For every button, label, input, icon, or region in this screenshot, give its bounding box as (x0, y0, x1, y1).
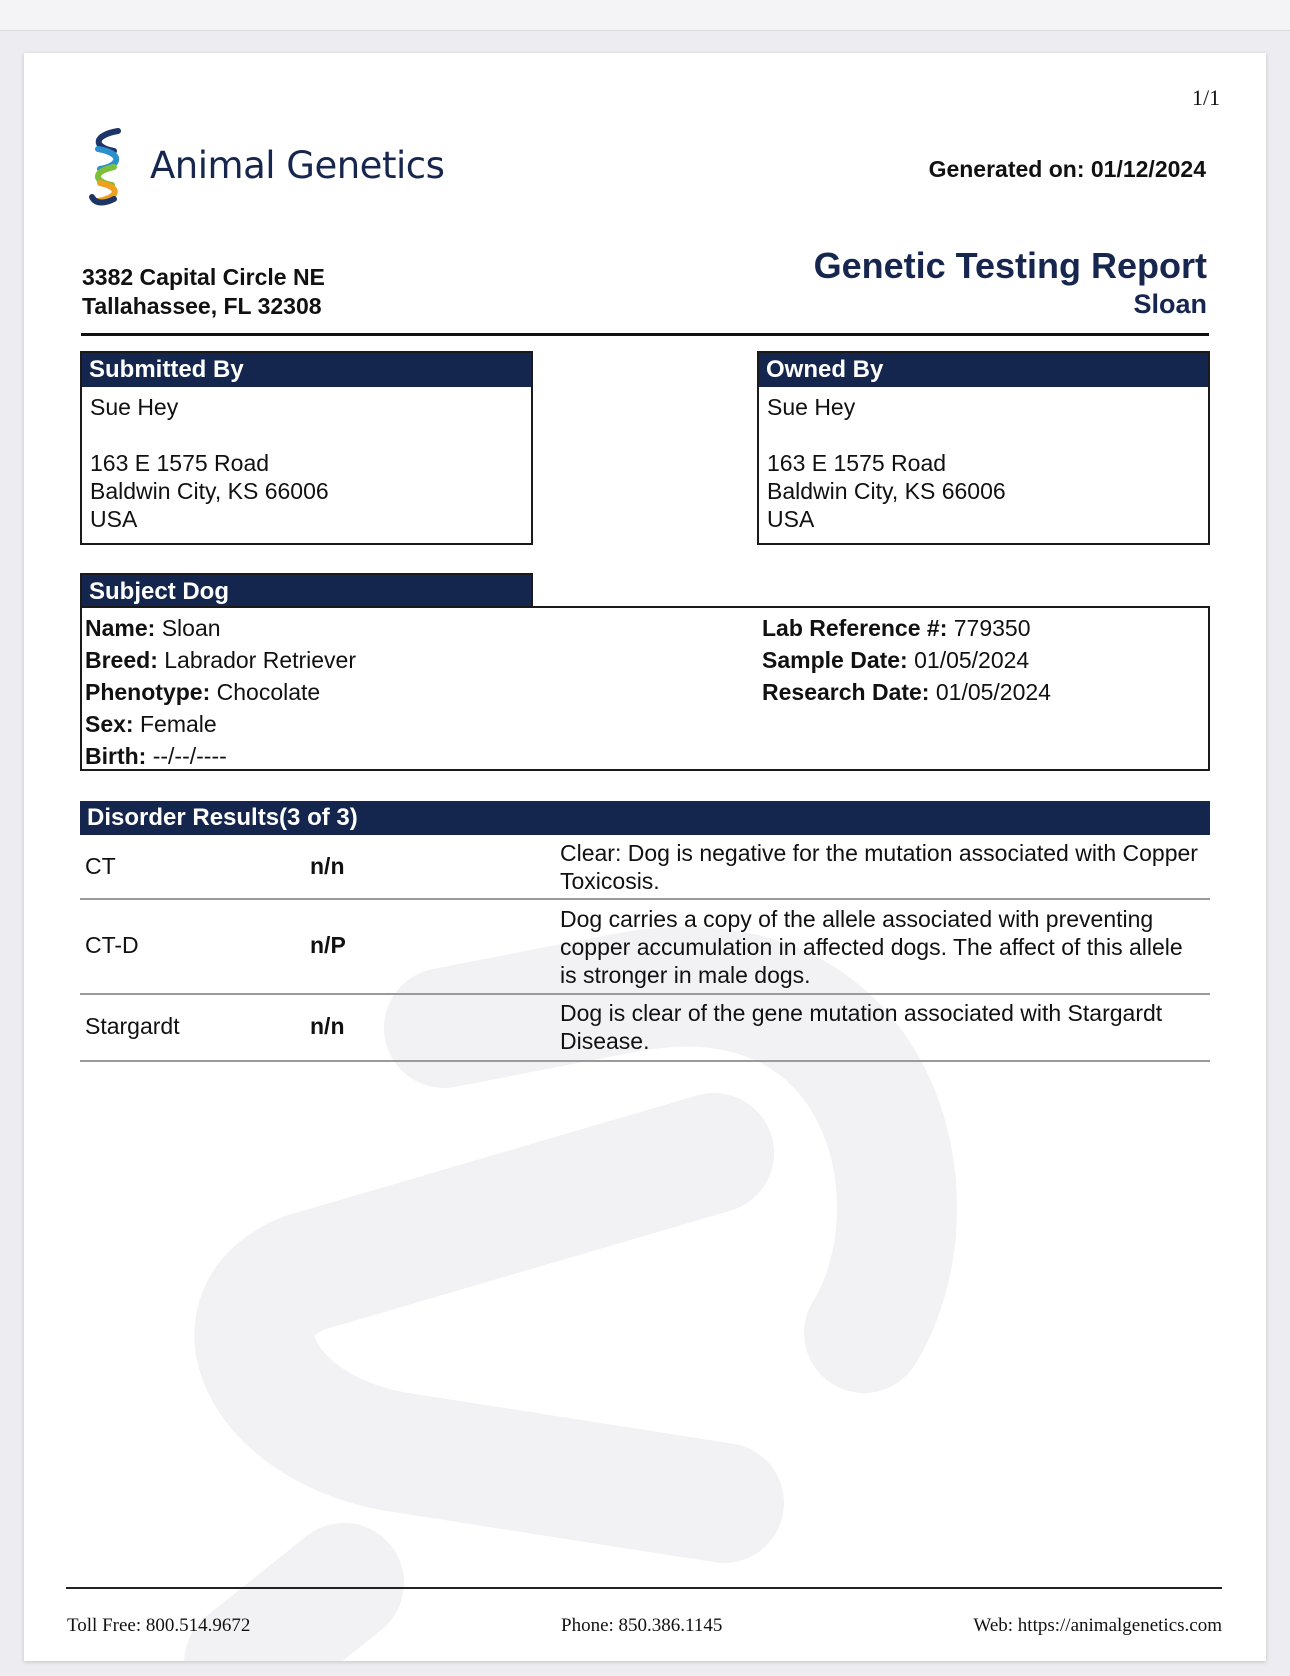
dna-helix-logo-icon (84, 125, 132, 207)
lab-details (762, 612, 1051, 708)
submitted-by-city: Baldwin City, KS 66006 (90, 478, 329, 504)
disorder-results-table (80, 835, 1210, 1062)
disorder-results-heading: Disorder Results(3 of 3) (80, 801, 1210, 835)
disorder-code: Stargardt (85, 1013, 180, 1039)
submitted-by-name: Sue Hey (90, 394, 179, 420)
owned-by-city: Baldwin City, KS 66006 (767, 478, 1006, 504)
disorder-genotype: n/n (310, 853, 345, 879)
footer-divider (66, 1587, 1222, 1589)
submitted-by-box (80, 351, 533, 545)
report-subject-name: Sloan (1133, 289, 1207, 319)
submitted-by-country: USA (90, 506, 138, 532)
owned-by-box (757, 351, 1210, 545)
disorder-description: Dog carries a copy of the allele associated with preventing copper accumulation in affected dogs. The affect of this allele is stronger in male dogs. (560, 906, 1183, 988)
subject-dog-box (80, 606, 1210, 771)
dog-phenotype: Chocolate (216, 679, 321, 705)
owned-by-heading: Owned By (759, 353, 1208, 387)
generated-date (929, 156, 1206, 183)
dog-phenotype-row: Phenotype: Chocolate (85, 679, 321, 705)
owned-by-name: Sue Hey (767, 394, 856, 420)
sample-date: 01/05/2024 (914, 647, 1030, 673)
lab-ref-row: Lab Reference #: 779350 (762, 615, 1031, 641)
subject-dog-header (80, 573, 533, 608)
report-title: Genetic Testing Report (813, 245, 1207, 286)
dog-name-row: Name: Sloan (85, 615, 221, 641)
footer-web: Web: https://animalgenetics.com (973, 1615, 1222, 1636)
owned-by-country: USA (767, 506, 815, 532)
footer-toll-free: Toll Free: 800.514.9672 (67, 1615, 251, 1636)
lab-address (82, 263, 325, 321)
lab-address-line2: Tallahassee, FL 32308 (82, 293, 322, 319)
table-row (80, 835, 1210, 900)
dog-name: Sloan (161, 615, 221, 641)
generated-label: Generated on: (928, 156, 1085, 182)
submitted-by-street: 163 E 1575 Road (90, 450, 270, 476)
dog-birth: --/--/---- (152, 743, 227, 769)
disorder-description: Clear: Dog is negative for the mutation associated with Copper Toxicosis. (560, 840, 1198, 894)
viewer-toolbar (0, 0, 1290, 31)
sample-date-row: Sample Date: 01/05/2024 (762, 647, 1030, 673)
generated-value: 01/12/2024 (1090, 156, 1206, 182)
table-row (80, 900, 1210, 995)
disorder-description: Dog is clear of the gene mutation associated with Stargardt Disease. (560, 1000, 1163, 1054)
owned-by-street: 163 E 1575 Road (767, 450, 947, 476)
dog-sex-row: Sex: Female (85, 711, 217, 737)
research-date-row: Research Date: 01/05/2024 (762, 679, 1051, 705)
subject-dog-details (85, 612, 356, 772)
lab-address-line1: 3382 Capital Circle NE (82, 264, 325, 290)
disorder-code: CT-D (85, 932, 139, 958)
subject-dog-heading: Subject Dog (82, 575, 531, 608)
page-number: 1/1 (1192, 85, 1221, 110)
dog-birth-row: Birth: --/--/---- (85, 743, 227, 769)
dog-breed-row: Breed: Labrador Retriever (85, 647, 357, 673)
disorder-genotype: n/n (310, 1013, 345, 1039)
disorder-code: CT (85, 853, 116, 879)
footer-phone: Phone: 850.386.1145 (561, 1615, 723, 1636)
report-page (24, 53, 1266, 1661)
brand-name: Animal Genetics (150, 144, 445, 187)
table-row (80, 995, 1210, 1062)
header-divider (81, 333, 1209, 336)
lab-ref: 779350 (953, 615, 1031, 641)
submitted-by-heading: Submitted By (82, 353, 531, 387)
research-date: 01/05/2024 (935, 679, 1051, 705)
dog-sex: Female (139, 711, 217, 737)
disorder-genotype: n/P (310, 932, 346, 958)
dog-breed: Labrador Retriever (164, 647, 357, 673)
